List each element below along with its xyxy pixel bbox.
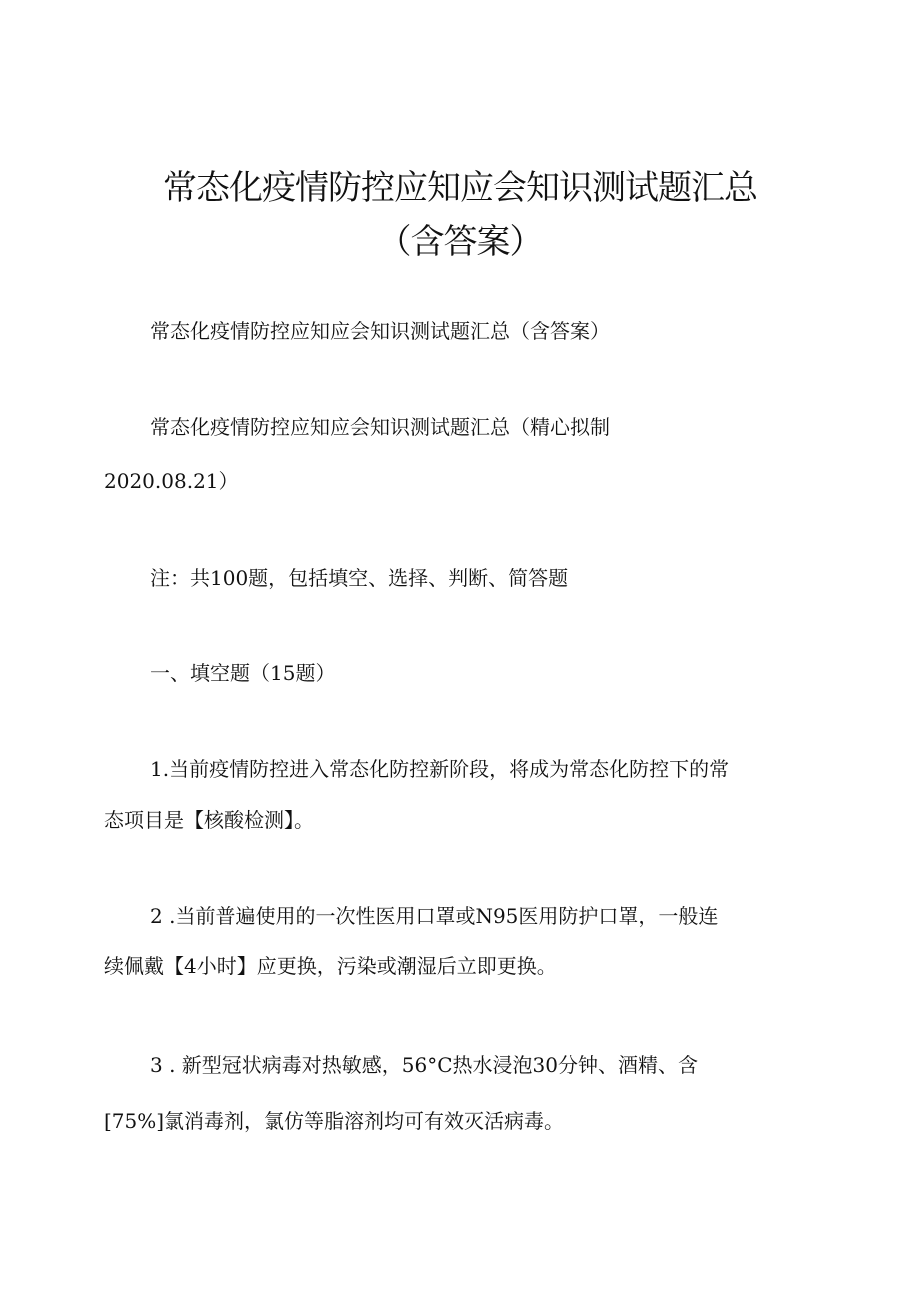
compile-note-line1: 常态化疫情防控应知应会知识测试题汇总（精心拟制: [150, 415, 610, 439]
compile-note-line2: 2020.08.21）: [104, 469, 239, 493]
question-3-line1: 3 . 新型冠状病毒对热敏感，56°C热水浸泡30分钟、酒精、含: [150, 1053, 698, 1077]
question-2-line2: 续佩戴【4小时】应更换，污染或潮湿后立即更换。: [104, 954, 557, 978]
document-title-line2: （含答案）: [377, 222, 543, 262]
subtitle-paragraph: 常态化疫情防控应知应会知识测试题汇总（含答案）: [150, 319, 610, 343]
note-paragraph: 注：共100题，包括填空、选择、判断、简答题: [150, 566, 569, 590]
question-3-line2: [75%]氯消毒剂，氯仿等脂溶剂均可有效灭活病毒。: [104, 1109, 565, 1133]
question-1-line2: 态项目是【核酸检测】。: [104, 808, 314, 832]
section-heading: 一、填空题（15题）: [150, 661, 336, 685]
question-2-line1: 2 .当前普遍使用的一次性医用口罩或N95医用防护口罩，一般连: [150, 904, 719, 928]
question-1-line1: 1.当前疫情防控进入常态化防控新阶段，将成为常态化防控下的常: [150, 757, 730, 781]
document-title-line1: 常态化疫情防控应知应会知识测试题汇总: [163, 168, 757, 208]
